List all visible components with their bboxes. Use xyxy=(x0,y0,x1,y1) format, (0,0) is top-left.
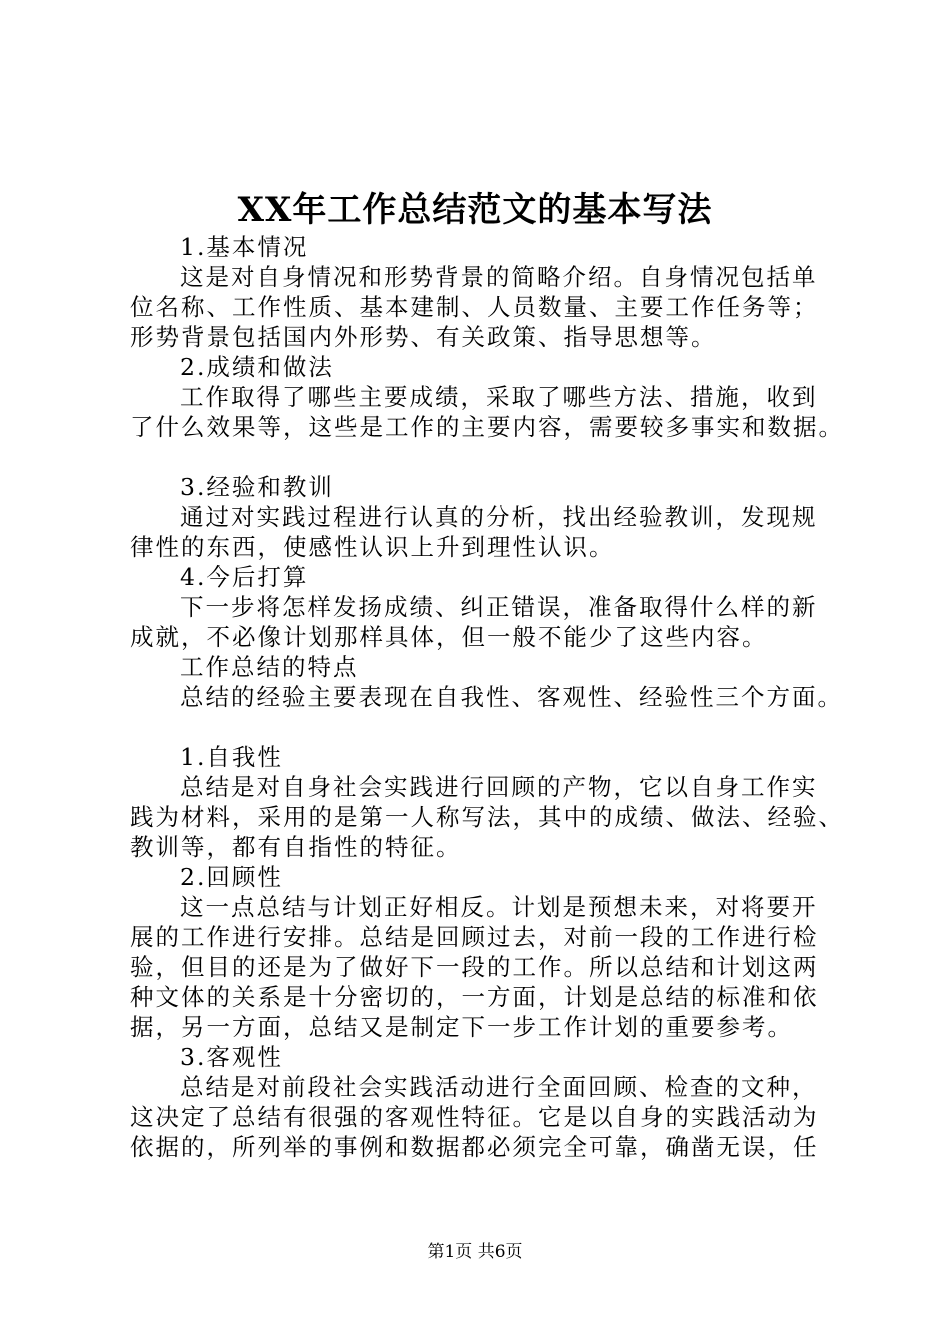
text-line: 工作取得了哪些主要成绩，采取了哪些方法、措施，收到 xyxy=(180,383,818,411)
text-line: 种文体的关系是十分密切的，一方面，计划是总结的标准和依 xyxy=(130,983,819,1011)
text-line: 这是对自身情况和形势背景的简略介绍。自身情况包括单 xyxy=(180,263,818,291)
text-line: 展的工作进行安排。总结是回顾过去，对前一段的工作进行检 xyxy=(130,923,819,951)
text-line: 1.基本情况 xyxy=(180,233,309,261)
text-line: 验，但目的还是为了做好下一段的工作。所以总结和计划这两 xyxy=(130,953,819,981)
text-line: 成就，不必像计划那样具体，但一般不能少了这些内容。 xyxy=(130,623,768,651)
text-line: 总结是对自身社会实践进行回顾的产物，它以自身工作实 xyxy=(180,773,818,801)
paragraph-gap xyxy=(130,712,855,742)
text-line: 总结的经验主要表现在自我性、客观性、经验性三个方面。 xyxy=(180,683,843,711)
document-body xyxy=(130,232,855,1162)
text-line: 依据的，所列举的事例和数据都必须完全可靠，确凿无误，任 xyxy=(130,1133,819,1161)
paragraph-gap xyxy=(130,442,855,472)
text-line: 形势背景包括国内外形势、有关政策、指导思想等。 xyxy=(130,323,717,351)
text-line: 工作总结的特点 xyxy=(180,653,359,681)
text-line: 这一点总结与计划正好相反。计划是预想未来，对将要开 xyxy=(180,893,818,921)
text-line: 教训等，都有自指性的特征。 xyxy=(130,833,462,861)
text-line: 位名称、工作性质、基本建制、人员数量、主要工作任务等； xyxy=(130,293,819,321)
text-line: 总结是对前段社会实践活动进行全面回顾、检查的文种， xyxy=(180,1073,818,1101)
text-line: 律性的东西，使感性认识上升到理性认识。 xyxy=(130,533,615,561)
text-line: 4.今后打算 xyxy=(180,563,309,591)
text-line: 这决定了总结有很强的客观性特征。它是以自身的实践活动为 xyxy=(130,1103,819,1131)
text-line: 下一步将怎样发扬成绩、纠正错误，准备取得什么样的新 xyxy=(180,593,818,621)
text-line: 践为材料，采用的是第一人称写法，其中的成绩、做法、经验、 xyxy=(130,803,844,831)
text-line: 2.成绩和做法 xyxy=(180,353,334,381)
text-line: 3.经验和教训 xyxy=(180,473,334,501)
text-line: 了什么效果等，这些是工作的主要内容，需要较多事实和数据。 xyxy=(130,413,844,441)
page-footer: 第1页 共6页 xyxy=(427,1242,523,1262)
document-title: XX年工作总结范文的基本写法 xyxy=(237,190,713,230)
text-line: 1.自我性 xyxy=(180,743,283,771)
text-line: 据，另一方面，总结又是制定下一步工作计划的重要参考。 xyxy=(130,1013,793,1041)
text-line: 通过对实践过程进行认真的分析，找出经验教训，发现规 xyxy=(180,503,818,531)
text-line: 2.回顾性 xyxy=(180,863,283,891)
text-line: 3.客观性 xyxy=(180,1043,283,1071)
